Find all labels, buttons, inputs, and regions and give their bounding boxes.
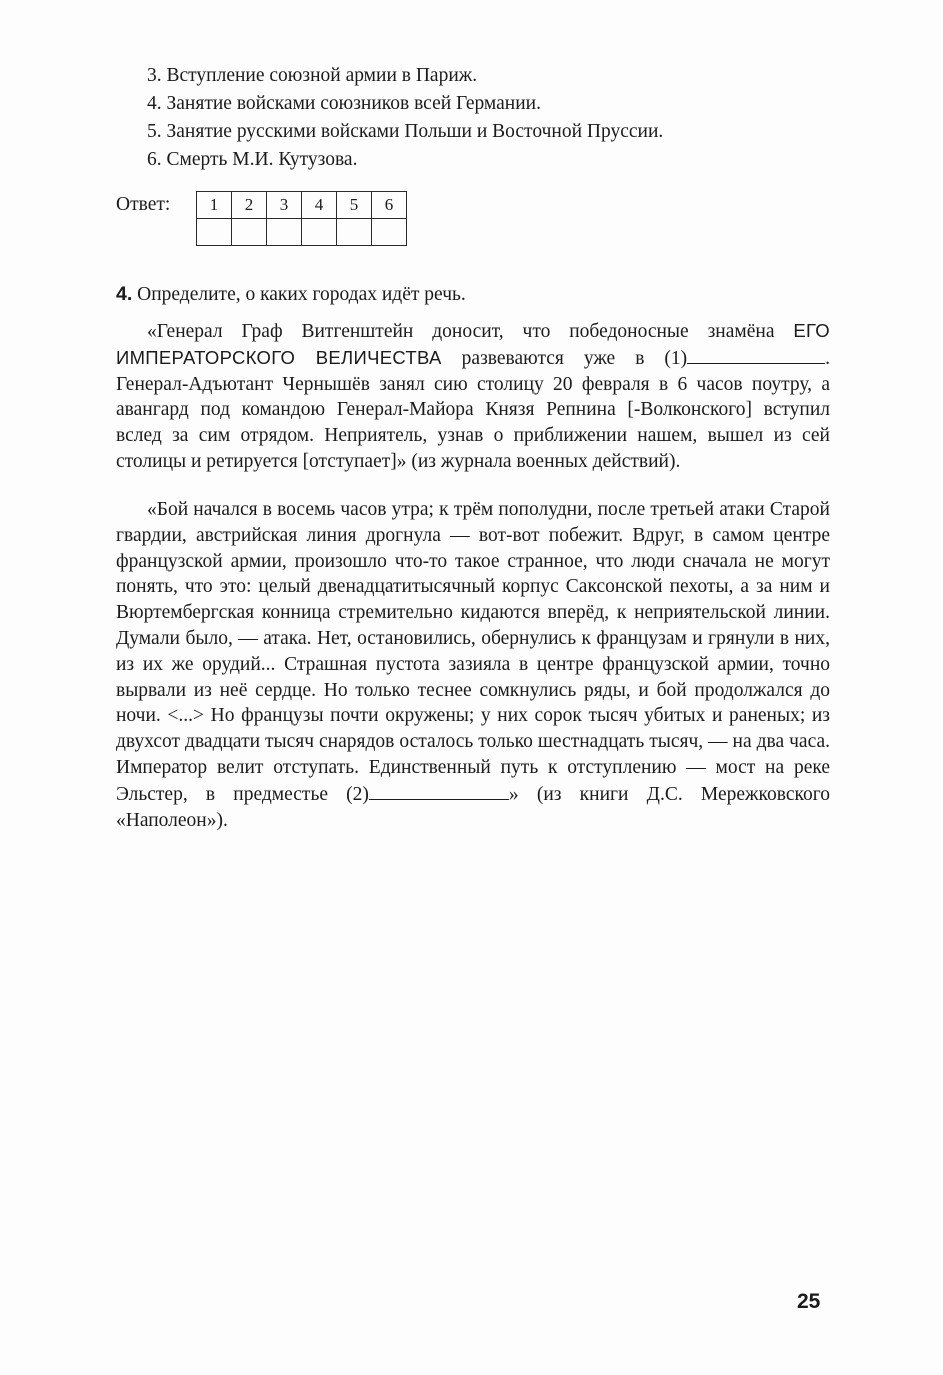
answer-blank-1[interactable] <box>687 345 825 364</box>
answer-header-cell: 6 <box>372 192 407 219</box>
answer-cell[interactable] <box>337 219 372 246</box>
list-item: 5. Занятие русскими войсками Польши и Восточной Пруссии. <box>147 121 664 142</box>
answer-header-cell: 3 <box>267 192 302 219</box>
answer-cell[interactable] <box>232 219 267 246</box>
answer-label: Ответ: <box>116 194 171 215</box>
quote1-text-a: «Генерал Граф Витгенштейн доносит, что победоносные знамёна <box>147 321 794 342</box>
answer-cell[interactable] <box>302 219 337 246</box>
quote2-text-b: » (из книги Д.С. Мережковского «Наполеон»). <box>116 783 830 831</box>
answer-header-cell: 2 <box>232 192 267 219</box>
quote2-text-a: «Бой начался в восемь часов утра; к трём пополудни, после третьей атаки Старой гвардии, австрийская линия дрогнула — вот-вот побежит. Вдруг, в самом центре французской армии, произошло что-то такое странное, что люди сначала не могут понять, что это: целый двенадцатитысячный корпус Саксонской пехоты, а за ним и Вюртембергская конница стремительно кидаются вперёд, к неприятельской линии. Думали было, — атака. Нет, остановились, обернулись к французам и грянули в них, из их же орудий... Страшная пустота зазияла в центре французской армии, точно вырвали из неё сердце. Но только теснее сомкнулись ряды, и бой продолжался до ночи. <...> Но французы почти окружены; у них сорок тысяч убитых и раненых; из двухсот двадцати тысяч снарядов осталось только шестнадцать тысяч, — на два часа. Император велит отступать. Единственный путь к отступлению — мост на реке Эльстер, в предместье (2) <box>116 499 830 805</box>
answer-table <box>196 191 407 246</box>
quote1-text-b: развеваются уже в (1) <box>441 347 688 369</box>
events-list <box>147 62 847 174</box>
task-number: 4. <box>116 283 133 305</box>
answer-header-cell: 4 <box>302 192 337 219</box>
answer-header-cell: 5 <box>337 192 372 219</box>
quote-paragraph-2 <box>116 497 830 833</box>
task-heading <box>116 280 466 309</box>
answer-input-row <box>197 219 407 246</box>
page-number: 25 <box>797 1290 821 1313</box>
task-title: Определите, о каких городах идёт речь. <box>137 284 466 305</box>
answer-cell[interactable] <box>197 219 232 246</box>
list-item: 4. Занятие войсками союзников всей Германии. <box>147 93 541 114</box>
answer-header-row <box>197 192 407 219</box>
answer-blank-2[interactable] <box>369 781 509 800</box>
quote-paragraph-1 <box>116 318 830 475</box>
answer-cell[interactable] <box>372 219 407 246</box>
list-item: 3. Вступление союзной армии в Париж. <box>147 65 478 86</box>
list-item: 6. Смерть М.И. Кутузова. <box>147 149 358 170</box>
quote1-caps: ЕГО ИМПЕРАТОРСКОГО ВЕЛИЧЕСТВА <box>116 320 830 368</box>
quote1-text-c: . Генерал-Адъютант Чернышёв занял сию столицу 20 февраля в 6 часов поутру, а авангард под командою Генерал-Майора Князя Репнина [-Волконского] вступил вслед за сим отрядом. Неприятель, узнав о приближении нашем, вышел из сей столицы и ретируется [отступает]» (из журнала военных действий). <box>116 347 831 472</box>
answer-cell[interactable] <box>267 219 302 246</box>
answer-header-cell: 1 <box>197 192 232 219</box>
